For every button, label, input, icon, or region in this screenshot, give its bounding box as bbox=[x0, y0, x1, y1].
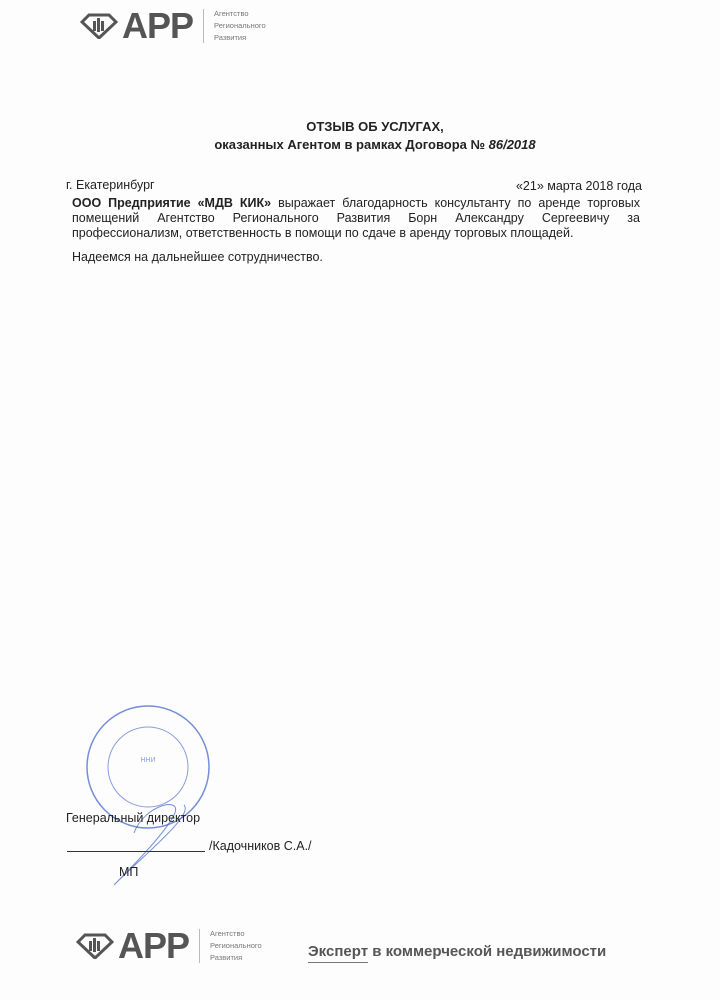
closing-text: Надеемся на дальнейшее сотрудничество. bbox=[72, 250, 323, 264]
diamond-building-icon bbox=[76, 933, 114, 959]
signer-name: /Кадочников С.А./ bbox=[209, 839, 312, 853]
subtitle-line: Развития bbox=[214, 33, 247, 42]
document-title: ОТЗЫВ ОБ УСЛУГАХ, bbox=[306, 119, 444, 134]
signer-position: Генеральный директор bbox=[66, 811, 201, 825]
place: г. Екатеринбург bbox=[66, 178, 155, 192]
signature-line bbox=[67, 851, 205, 852]
subtitle-line: Агентство bbox=[214, 9, 249, 18]
brand-name: АРР bbox=[122, 5, 194, 46]
company-name: ООО Предприятие «МДВ КИК» bbox=[72, 196, 272, 210]
brand-subtitle bbox=[214, 8, 266, 44]
divider bbox=[199, 929, 200, 963]
footer-logo bbox=[76, 925, 262, 966]
body-paragraph bbox=[72, 196, 640, 241]
company-stamp bbox=[84, 705, 214, 895]
subtitle-text: оказанных Агентом в рамках Договора № bbox=[214, 137, 485, 152]
document-subtitle bbox=[0, 137, 720, 152]
brand-name: АРР bbox=[118, 925, 190, 966]
subtitle-line: Регионального bbox=[210, 941, 262, 950]
subtitle-line: Регионального bbox=[214, 21, 266, 30]
divider bbox=[203, 9, 204, 43]
footer-slogan: Эксперт в коммерческой недвижимости bbox=[308, 943, 607, 960]
diamond-building-icon bbox=[80, 13, 118, 39]
body-text: выражает благодарность консультанту по аренде торговых помещений Агентство Регионального Развития Борн Александру Сергеевичу за профессионализм, ответственность в помощи по сдаче в аренду торговых площадей. bbox=[72, 196, 640, 240]
svg-text:ИНН: ИНН bbox=[140, 755, 156, 762]
subtitle-line: Развития bbox=[210, 953, 243, 962]
header-logo bbox=[80, 5, 266, 46]
stamp-place-label: МП bbox=[119, 865, 139, 879]
slogan-underline bbox=[308, 962, 368, 963]
date: «21» марта 2018 года bbox=[515, 179, 642, 193]
subtitle-line: Агентство bbox=[210, 929, 245, 938]
brand-subtitle bbox=[210, 928, 262, 964]
contract-number: 86/2018 bbox=[488, 137, 536, 152]
